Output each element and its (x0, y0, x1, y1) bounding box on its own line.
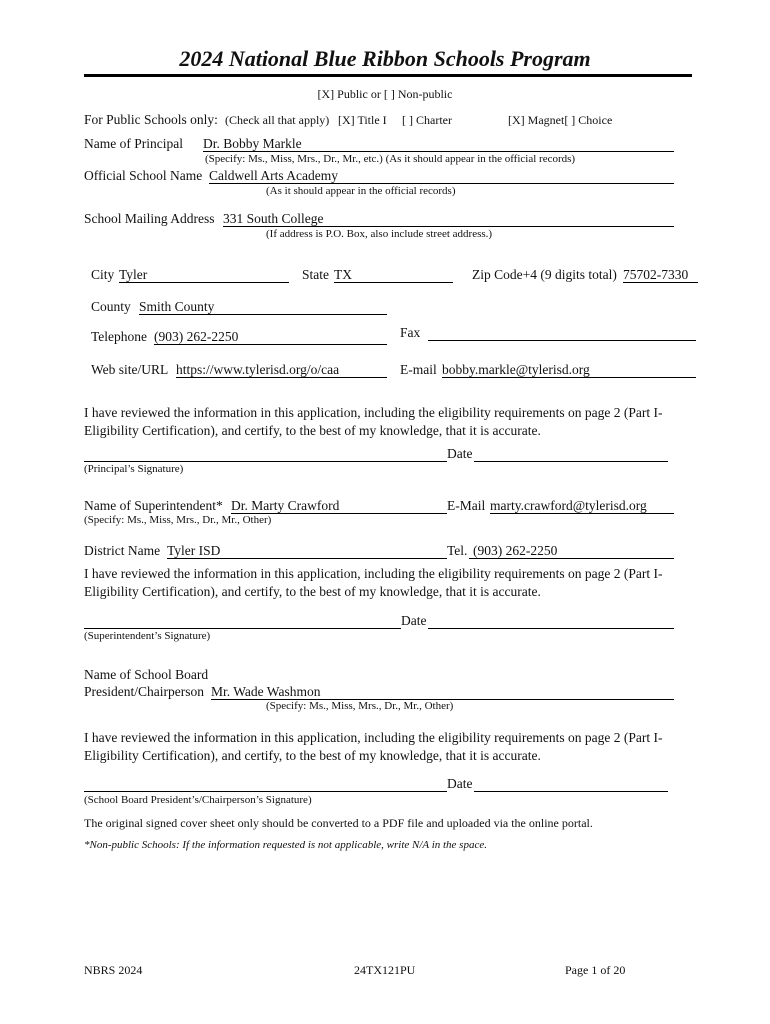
state-field[interactable]: TX (334, 267, 352, 282)
board-signature-line[interactable] (84, 791, 447, 792)
zip-label: Zip Code+4 (9 digits total) (472, 267, 617, 282)
county-label: County (91, 299, 131, 314)
magnet-choice-checkbox[interactable]: [X] Magnet[ ] Choice (508, 113, 613, 127)
address-field[interactable]: 331 South College (223, 211, 324, 226)
board-field[interactable]: Mr. Wade Washmon (211, 684, 321, 699)
principal-signature-caption: (Principal’s Signature) (84, 463, 184, 475)
superintendent-signature-caption: (Superintendent’s Signature) (84, 630, 211, 642)
nonpublic-note: *Non-public Schools: If the information requested is not applicable, write N/A in the space. (84, 839, 487, 851)
district-tel-underline (469, 558, 674, 559)
board-label-line2: President/Chairperson (84, 684, 204, 699)
school-name-field[interactable]: Caldwell Arts Academy (209, 168, 338, 183)
title1-checkbox[interactable]: [X] Title I (338, 113, 387, 127)
principal-certification: I have reviewed the information in this application, including the eligibility requirements on page 2 (Part I-Eligibility Certification), and certify, to the best of my knowledge, that it is accurate. (84, 405, 663, 438)
board-signature-caption: (School Board President’s/Chairperson’s Signature) (84, 794, 312, 806)
city-label: City (91, 267, 115, 282)
superintendent-date-label: Date (401, 613, 427, 628)
principal-underline (203, 151, 674, 152)
principal-field[interactable]: Dr. Bobby Markle (203, 136, 302, 151)
school-type-instruction: (Check all that apply) (225, 113, 330, 127)
page-title: 2024 National Blue Ribbon Schools Program (179, 46, 591, 71)
public-status: [X] Public or [ ] Non-public (317, 87, 453, 101)
school-name-underline (209, 183, 674, 184)
superintendent-field[interactable]: Dr. Marty Crawford (231, 498, 340, 513)
superintendent-email-underline (490, 513, 674, 514)
title-rule (84, 74, 692, 77)
superintendent-email-label: E-Mail (447, 498, 486, 513)
principal-signature-line[interactable] (84, 461, 447, 462)
district-label: District Name (84, 543, 161, 558)
county-field[interactable]: Smith County (139, 299, 215, 314)
address-hint: (If address is P.O. Box, also include street address.) (266, 228, 493, 240)
website-underline (176, 377, 387, 378)
board-date-line[interactable] (474, 791, 668, 792)
superintendent-date-line[interactable] (428, 628, 674, 629)
address-label: School Mailing Address (84, 211, 215, 226)
upload-note: The original signed cover sheet only should be converted to a PDF file and uploaded via the online portal. (84, 816, 593, 830)
website-label: Web site/URL (91, 362, 169, 377)
principal-date-label: Date (447, 446, 473, 461)
city-field[interactable]: Tyler (119, 267, 148, 282)
superintendent-certification: I have reviewed the information in this application, including the eligibility requirements on page 2 (Part I-Eligibility Certification), and certify, to the best of my knowledge, that it is accurate. (84, 566, 663, 599)
county-underline (139, 314, 387, 315)
board-hint: (Specify: Ms., Miss, Mrs., Dr., Mr., Other) (266, 700, 454, 712)
website-field[interactable]: https://www.tylerisd.org/o/caa (176, 362, 340, 377)
board-certification: I have reviewed the information in this application, including the eligibility requirements on page 2 (Part I-Eligibility Certification), and certify, to the best of my knowledge, that it is accurate. (84, 730, 663, 763)
email-underline (442, 377, 696, 378)
board-label-line1: Name of School Board (84, 667, 209, 682)
footer-code: 24TX121PU (354, 963, 416, 977)
school-name-hint: (As it should appear in the official records) (266, 185, 456, 197)
fax-underline (428, 340, 696, 341)
footer-program: NBRS 2024 (84, 963, 143, 977)
telephone-underline (154, 344, 387, 345)
address-underline (223, 226, 674, 227)
principal-label: Name of Principal (84, 136, 183, 151)
zip-underline (623, 282, 698, 283)
telephone-label: Telephone (91, 329, 148, 344)
zip-field[interactable]: 75702-7330 (623, 267, 689, 282)
district-underline (167, 558, 447, 559)
state-underline (334, 282, 453, 283)
school-name-label: Official School Name (84, 168, 203, 183)
state-label: State (302, 267, 329, 282)
telephone-field[interactable]: (903) 262-2250 (154, 329, 239, 344)
district-field[interactable]: Tyler ISD (167, 543, 221, 558)
footer-page-number: Page 1 of 20 (565, 963, 626, 977)
district-tel-field[interactable]: (903) 262-2250 (473, 543, 558, 558)
city-underline (119, 282, 289, 283)
superintendent-label: Name of Superintendent* (84, 498, 223, 513)
superintendent-hint: (Specify: Ms., Miss, Mrs., Dr., Mr., Other) (84, 514, 272, 526)
principal-hint: (Specify: Ms., Miss, Mrs., Dr., Mr., etc.) (As it should appear in the official records) (205, 153, 576, 165)
email-label: E-mail (400, 362, 437, 377)
superintendent-email-field[interactable]: marty.crawford@tylerisd.org (490, 498, 647, 513)
school-type-label: For Public Schools only: (84, 112, 218, 127)
principal-date-line[interactable] (474, 461, 668, 462)
superintendent-signature-line[interactable] (84, 628, 401, 629)
email-field[interactable]: bobby.markle@tylerisd.org (442, 362, 590, 377)
charter-checkbox[interactable]: [ ] Charter (402, 113, 452, 127)
district-tel-label: Tel. (447, 543, 468, 558)
fax-label: Fax (400, 325, 421, 340)
board-date-label: Date (447, 776, 473, 791)
